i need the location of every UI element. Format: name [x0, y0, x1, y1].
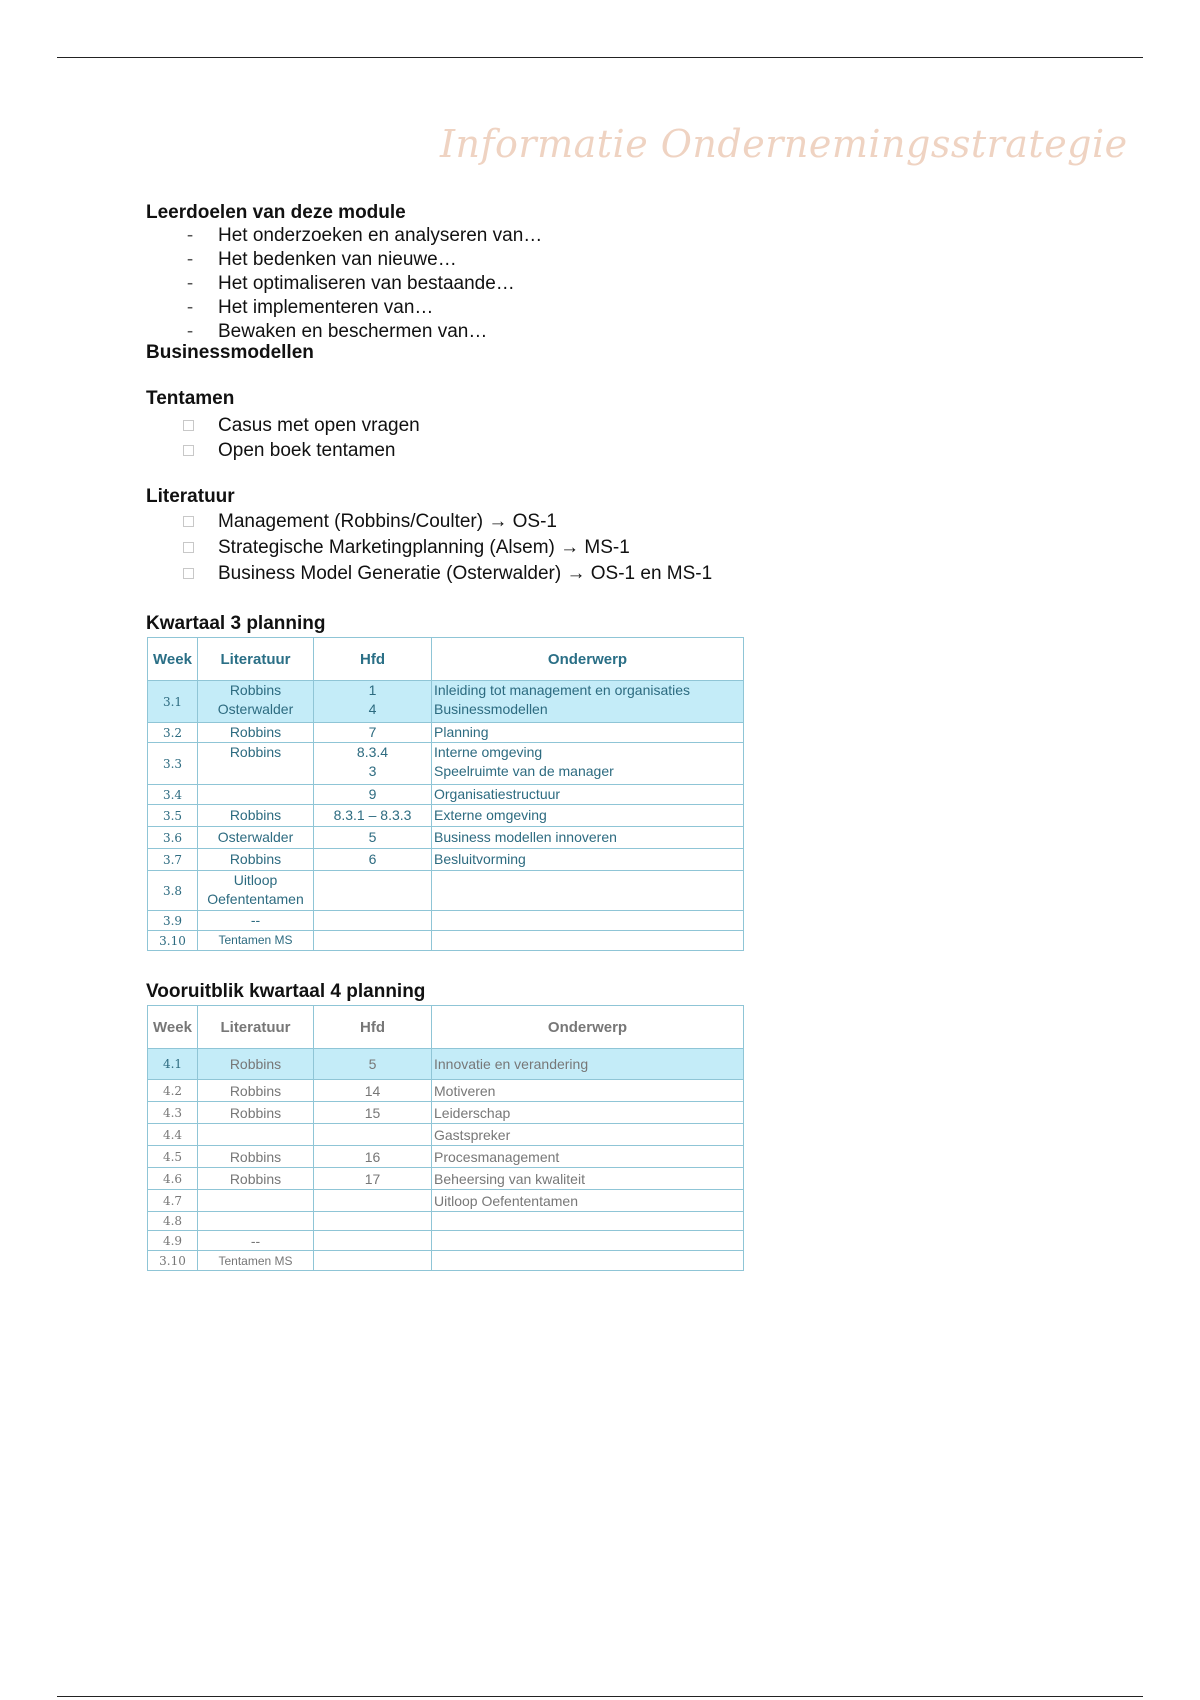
list-item — [146, 224, 542, 248]
cell-week: 4.1 — [148, 1049, 198, 1080]
cell-literatuur — [198, 849, 314, 871]
cell-onderwerp: Beheersing van kwaliteit — [432, 1168, 744, 1190]
cell-hfd — [314, 681, 432, 723]
cell-week: 4.7 — [148, 1190, 198, 1212]
cell-onderwerp: Procesmanagement — [432, 1146, 744, 1168]
cell-hfd — [314, 805, 432, 827]
leerdoelen-list — [146, 224, 542, 344]
cell-hfd: 5 — [314, 1049, 432, 1080]
dash-marker: - — [186, 297, 194, 318]
cell-onderwerp — [432, 785, 744, 805]
list-item — [146, 438, 420, 463]
checkbox-bullet-icon — [183, 542, 194, 553]
table-row — [148, 1231, 744, 1251]
document-title: Informatie Ondernemingsstrategie — [440, 122, 1128, 166]
cell-hfd — [314, 1212, 432, 1231]
table-row — [148, 1190, 744, 1212]
dash-marker: - — [186, 273, 194, 294]
cell-onderwerp: Gastspreker — [432, 1124, 744, 1146]
list-item-text: Business Model Generatie (Osterwalder) → OS-1 en MS-1 — [218, 563, 713, 584]
table-row — [148, 785, 744, 805]
list-item-text: Het bedenken van nieuwe… — [218, 249, 457, 270]
cell-literatuur — [198, 1124, 314, 1146]
table-row — [148, 1080, 744, 1102]
cell-hfd-line: 8.3.4 — [356, 744, 389, 760]
cell-onderwerp: Motiveren — [432, 1080, 744, 1102]
cell-hfd — [314, 931, 432, 951]
cell-onderwerp-line: Speelruimte van de manager — [434, 763, 614, 779]
cell-literatuur-line: Robbins — [229, 851, 282, 867]
table-row — [148, 1102, 744, 1124]
cell-hfd — [314, 911, 432, 931]
cell-week: 3.5 — [148, 805, 198, 827]
cell-literatuur: Robbins — [198, 1146, 314, 1168]
kwartaal3-heading: Kwartaal 3 planning — [146, 613, 326, 634]
cell-literatuur-line: -- — [250, 912, 261, 928]
table-row — [148, 743, 744, 785]
column-header-hfd: Hfd — [314, 1006, 432, 1049]
cell-literatuur-line: Osterwalder — [217, 701, 294, 717]
cell-week: 3.6 — [148, 827, 198, 849]
cell-literatuur — [198, 681, 314, 723]
cell-onderwerp-line: Business modellen innoveren — [434, 829, 617, 845]
table-row — [148, 1251, 744, 1271]
cell-literatuur — [198, 805, 314, 827]
cell-hfd: 17 — [314, 1168, 432, 1190]
cell-onderwerp-line: Inleiding tot management en organisaties — [434, 682, 691, 698]
tentamen-list — [146, 413, 420, 463]
literatuur-list — [146, 509, 712, 587]
cell-onderwerp-line: Besluitvorming — [434, 851, 526, 867]
list-item-text: Het optimaliseren van bestaande… — [218, 273, 515, 294]
cell-week: 4.9 — [148, 1231, 198, 1251]
table-row — [148, 723, 744, 743]
table-header-row — [148, 1006, 744, 1049]
table-row — [148, 1168, 744, 1190]
list-item — [146, 248, 542, 272]
cell-week: 4.8 — [148, 1212, 198, 1231]
cell-onderwerp — [432, 1231, 744, 1251]
cell-literatuur: Robbins — [198, 1080, 314, 1102]
checkbox-bullet-icon — [183, 420, 194, 431]
cell-hfd — [314, 827, 432, 849]
cell-hfd — [314, 1231, 432, 1251]
list-item — [146, 561, 712, 587]
cell-literatuur — [198, 871, 314, 911]
dash-marker: - — [186, 225, 194, 246]
cell-literatuur-line: Oefententamen — [207, 891, 304, 907]
column-header-onderwerp: Onderwerp — [432, 1006, 744, 1049]
cell-hfd-line: 1 — [368, 682, 377, 698]
column-header-week: Week — [148, 638, 198, 681]
table-row — [148, 1212, 744, 1231]
cell-literatuur-line: Robbins — [229, 682, 282, 698]
cell-literatuur — [198, 1190, 314, 1212]
cell-week: 3.2 — [148, 723, 198, 743]
literatuur-heading: Literatuur — [146, 486, 235, 507]
leerdoelen-heading: Leerdoelen van deze module — [146, 202, 406, 223]
cell-onderwerp: Uitloop Oefententamen — [432, 1190, 744, 1212]
cell-literatuur: -- — [198, 1231, 314, 1251]
cell-onderwerp-line: Businessmodellen — [434, 701, 548, 717]
cell-hfd — [314, 1190, 432, 1212]
cell-literatuur — [198, 827, 314, 849]
cell-week: 3.4 — [148, 785, 198, 805]
list-item-text: Het implementeren van… — [218, 297, 434, 318]
kwartaal3-table — [147, 637, 744, 951]
cell-literatuur: Robbins — [198, 1168, 314, 1190]
cell-hfd — [314, 723, 432, 743]
cell-hfd — [314, 1251, 432, 1271]
cell-onderwerp — [432, 1251, 744, 1271]
list-item-text: Management (Robbins/Coulter) → OS-1 — [218, 511, 557, 532]
cell-onderwerp-line: Planning — [434, 724, 489, 740]
dash-marker: - — [186, 249, 194, 270]
list-item-text: Casus met open vragen — [218, 415, 420, 436]
cell-onderwerp-line: Organisatiestructuur — [434, 786, 561, 802]
cell-onderwerp — [432, 681, 744, 723]
cell-literatuur-line: Robbins — [229, 724, 282, 740]
cell-week: 3.8 — [148, 871, 198, 911]
cell-hfd — [314, 849, 432, 871]
cell-week: 4.2 — [148, 1080, 198, 1102]
list-item — [146, 296, 542, 320]
table-row — [148, 1049, 744, 1080]
cell-hfd-line: 7 — [368, 724, 377, 740]
cell-hfd-line: 8.3.1 – 8.3.3 — [333, 807, 412, 823]
header-rule — [57, 57, 1143, 58]
cell-hfd — [314, 785, 432, 805]
cell-literatuur-line: Uitloop — [233, 872, 278, 888]
cell-literatuur-line: Tentamen MS — [218, 933, 293, 947]
cell-literatuur-line: Robbins — [229, 744, 282, 760]
cell-onderwerp — [432, 805, 744, 827]
table-row — [148, 1146, 744, 1168]
cell-onderwerp — [432, 1212, 744, 1231]
cell-hfd: 14 — [314, 1080, 432, 1102]
checkbox-bullet-icon — [183, 445, 194, 456]
cell-week: 4.5 — [148, 1146, 198, 1168]
list-item-text: Open boek tentamen — [218, 440, 396, 461]
cell-week: 3.1 — [148, 681, 198, 723]
cell-hfd-line: 4 — [368, 701, 377, 717]
cell-week: 4.3 — [148, 1102, 198, 1124]
cell-onderwerp-line: Interne omgeving — [434, 744, 543, 760]
column-header-literatuur: Literatuur — [198, 638, 314, 681]
list-item — [146, 535, 712, 561]
checkbox-bullet-icon — [183, 516, 194, 527]
table-row — [148, 931, 744, 951]
cell-onderwerp — [432, 849, 744, 871]
checkbox-bullet-icon — [183, 568, 194, 579]
cell-hfd — [314, 743, 432, 785]
cell-onderwerp — [432, 931, 744, 951]
cell-week: 3.9 — [148, 911, 198, 931]
cell-hfd-line: 9 — [368, 786, 377, 802]
cell-week: 4.4 — [148, 1124, 198, 1146]
table-row — [148, 1124, 744, 1146]
cell-hfd: 16 — [314, 1146, 432, 1168]
cell-hfd — [314, 1124, 432, 1146]
cell-onderwerp — [432, 911, 744, 931]
cell-hfd-line: 3 — [368, 763, 377, 779]
cell-literatuur: Tentamen MS — [198, 1251, 314, 1271]
cell-literatuur — [198, 931, 314, 951]
cell-onderwerp — [432, 827, 744, 849]
kwartaal4-heading: Vooruitblik kwartaal 4 planning — [146, 981, 426, 1002]
list-item — [146, 413, 420, 438]
cell-literatuur — [198, 1212, 314, 1231]
column-header-week: Week — [148, 1006, 198, 1049]
column-header-hfd: Hfd — [314, 638, 432, 681]
businessmodellen-heading: Businessmodellen — [146, 342, 314, 363]
cell-week: 3.10 — [148, 931, 198, 951]
footer-rule — [57, 1696, 1143, 1697]
cell-week: 3.10 — [148, 1251, 198, 1271]
table-row — [148, 849, 744, 871]
list-item-text: Bewaken en beschermen van… — [218, 321, 488, 342]
cell-onderwerp — [432, 743, 744, 785]
table-row — [148, 827, 744, 849]
cell-hfd-line: 5 — [368, 829, 377, 845]
cell-literatuur — [198, 785, 314, 805]
cell-literatuur-line: Robbins — [229, 807, 282, 823]
column-header-onderwerp: Onderwerp — [432, 638, 744, 681]
cell-literatuur — [198, 723, 314, 743]
list-item-text: Het onderzoeken en analyseren van… — [218, 225, 543, 246]
cell-hfd-line: 6 — [368, 851, 377, 867]
cell-hfd: 15 — [314, 1102, 432, 1124]
cell-literatuur: Robbins — [198, 1049, 314, 1080]
cell-week: 3.7 — [148, 849, 198, 871]
table-header-row — [148, 638, 744, 681]
cell-literatuur — [198, 911, 314, 931]
cell-literatuur — [198, 743, 314, 785]
cell-literatuur: Robbins — [198, 1102, 314, 1124]
list-item-text: Strategische Marketingplanning (Alsem) → MS-1 — [218, 537, 630, 558]
cell-onderwerp-line: Externe omgeving — [434, 807, 547, 823]
cell-onderwerp: Leiderschap — [432, 1102, 744, 1124]
cell-week: 3.3 — [148, 743, 198, 785]
cell-onderwerp — [432, 723, 744, 743]
list-item — [146, 320, 542, 344]
table-row — [148, 911, 744, 931]
cell-onderwerp: Innovatie en verandering — [432, 1049, 744, 1080]
dash-marker: - — [186, 321, 194, 342]
column-header-literatuur: Literatuur — [198, 1006, 314, 1049]
cell-literatuur-line: Osterwalder — [217, 829, 294, 845]
table-row — [148, 805, 744, 827]
list-item — [146, 272, 542, 296]
cell-hfd — [314, 871, 432, 911]
list-item — [146, 509, 712, 535]
cell-onderwerp — [432, 871, 744, 911]
tentamen-heading: Tentamen — [146, 388, 235, 409]
kwartaal4-table — [147, 1005, 744, 1271]
table-row — [148, 681, 744, 723]
cell-week: 4.6 — [148, 1168, 198, 1190]
table-row — [148, 871, 744, 911]
